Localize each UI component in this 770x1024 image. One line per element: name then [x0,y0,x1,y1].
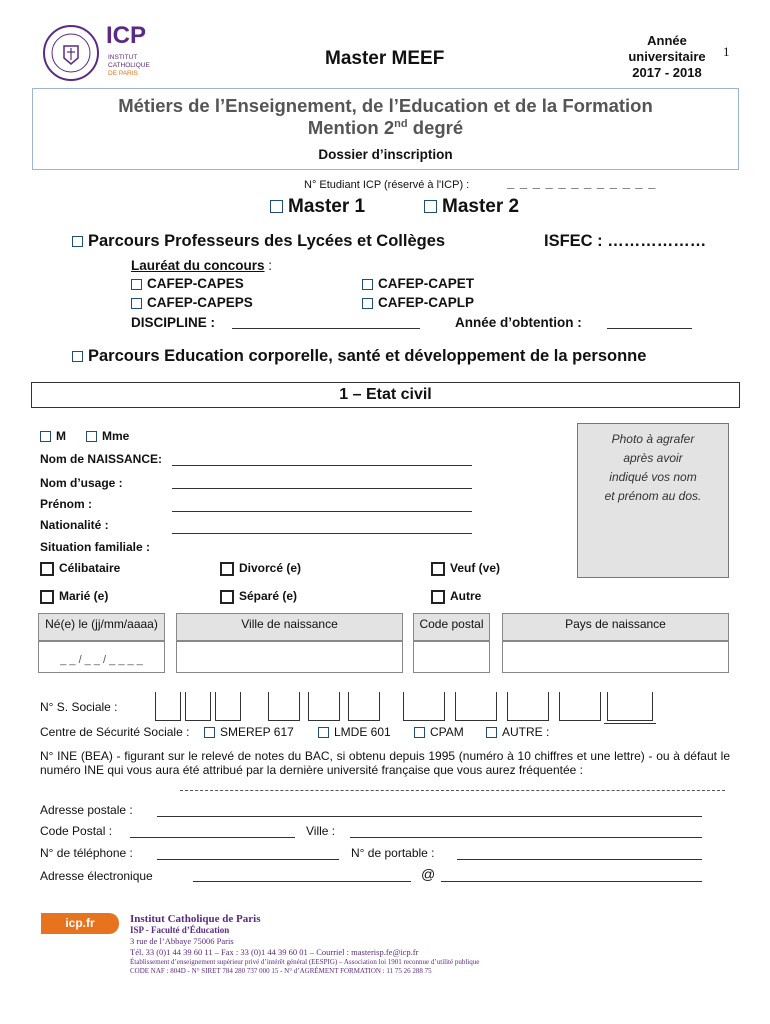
concours-colon: : [264,258,273,273]
separe-option[interactable] [220,589,297,604]
telephone-label: N° de téléphone : [40,846,133,860]
master-1-option[interactable] [270,196,365,218]
student-number-field[interactable]: _ _ _ _ _ _ _ _ _ _ _ _ [507,175,657,190]
ville-field[interactable] [350,837,702,838]
cafep-capes-option[interactable] [131,276,244,291]
secu-digit-box[interactable] [348,692,380,721]
secu-autre-field[interactable] [604,723,656,724]
celibataire-option[interactable] [40,561,120,576]
cpam-option[interactable] [414,725,464,739]
ville-label: Ville : [306,824,336,838]
birth-city-header: Ville de naissance [176,613,403,642]
page-title: Master MEEF [325,48,445,69]
nom-naissance-field[interactable] [172,465,472,466]
secu-digit-box[interactable] [507,692,549,721]
footer-badge [41,913,119,934]
separe-label: Séparé (e) [239,589,298,603]
nationalite-label: Nationalité : [40,518,109,532]
lmde-label: LMDE 601 [334,725,391,739]
birth-country-header: Pays de naissance [502,613,729,642]
parcours-lycees-checkbox[interactable] [72,236,83,247]
lmde-checkbox[interactable] [318,727,329,738]
footer-org: Institut Catholique de Paris [130,913,261,925]
portable-label: N° de portable : [351,846,435,860]
veuf-option[interactable] [431,561,500,576]
marie-checkbox[interactable] [40,590,54,604]
secu-digit-box[interactable] [155,692,181,721]
photo-line-2: après avoir [623,451,683,465]
birth-date-field[interactable] [38,640,165,673]
master-2-checkbox[interactable] [424,200,437,213]
year-line-2: universitaire [628,49,706,64]
photo-line-3: indiqué vos nom [609,470,697,484]
section-etat-civil: 1 – Etat civil [31,382,740,408]
celibataire-label: Célibataire [59,561,121,575]
birth-city-field[interactable] [176,640,403,673]
portable-field[interactable] [457,859,702,860]
mention-degree: degré [407,117,464,138]
veuf-checkbox[interactable] [431,562,445,576]
master-2-option[interactable] [424,196,519,218]
cafep-capes-checkbox[interactable] [131,279,142,290]
student-number-label: N° Etudiant ICP (réservé à l'ICP) : [304,179,470,191]
marie-option[interactable] [40,589,108,604]
academic-year [612,33,722,81]
master-1-checkbox[interactable] [270,200,283,213]
birth-country-field[interactable] [502,640,729,673]
year-line-3: 2017 - 2018 [632,65,702,80]
logo-brand: ICP [106,22,147,49]
ine-text: N° INE (BEA) - figurant sur le relevé de notes du BAC, si obtenu depuis 1995 (numéro à 10 chiffres et une lettre) - ou à défaut le numéro INE qui vous aura été attribué par la dernière université française que vous aurez fréquentée : [40,749,730,777]
celibataire-checkbox[interactable] [40,562,54,576]
cafep-caplp-label: CAFEP-CAPLP [378,295,475,310]
secu-autre-checkbox[interactable] [486,727,497,738]
cpam-label: CPAM [430,725,464,739]
concours-title [131,258,272,273]
cafep-caplp-option[interactable] [362,295,474,310]
nom-usage-field[interactable] [172,488,472,489]
civility-mme-checkbox[interactable] [86,431,97,442]
telephone-field[interactable] [157,859,339,860]
footer-legal-1: Établissement d’enseignement supérieur privé d’intérêt général (EESPIG) – Association loi 1901 reconnue d’utilité publique [130,958,480,966]
divorce-option[interactable] [220,561,301,576]
secu-autre-option[interactable] [486,725,549,739]
secu-digit-box[interactable] [403,692,445,721]
birth-postcode-field[interactable] [413,640,490,673]
footer-block [130,913,479,976]
divorce-label: Divorcé (e) [239,561,302,575]
year-line-1: Année [647,33,687,48]
veuf-label: Veuf (ve) [450,561,501,575]
annee-obtention-field[interactable] [607,328,692,329]
nationalite-field[interactable] [172,533,472,534]
civility-m-label: M [56,429,66,443]
secu-label: N° S. Sociale : [40,700,118,714]
secu-digit-box[interactable] [559,692,601,721]
code-postal-label: Code Postal : [40,824,113,838]
secu-key-box[interactable] [607,692,653,721]
nom-usage-label: Nom d’usage : [40,476,123,490]
page-number: 1 [723,44,730,59]
title-banner [32,88,739,170]
parcours-lycees-label: Parcours Professeurs des Lycées et Collèges [88,232,446,250]
parcours-education-checkbox[interactable] [72,351,83,362]
lmde-option[interactable] [318,725,391,739]
secu-autre-label: AUTRE : [502,725,550,739]
divorce-checkbox[interactable] [220,562,234,576]
birth-postcode-header: Code postal [413,613,490,642]
secu-digit-box[interactable] [185,692,211,721]
at-sign: @ [421,866,436,882]
prenom-label: Prénom : [40,497,93,511]
cafep-capet-checkbox[interactable] [362,279,373,290]
master-2-label: Master 2 [442,196,520,217]
cafep-capeps-checkbox[interactable] [131,298,142,309]
cafep-capet-label: CAFEP-CAPET [378,276,475,291]
banner-subtitle: Dossier d’inscription [318,147,453,162]
concours-title-text: Lauréat du concours [131,258,265,273]
secu-digit-box[interactable] [308,692,340,721]
logo-line3: DE PARIS [108,70,138,77]
secu-digit-box[interactable] [215,692,241,721]
cafep-capeps-label: CAFEP-CAPEPS [147,295,253,310]
discipline-field[interactable] [232,328,420,329]
secu-digit-box[interactable] [455,692,497,721]
photo-line-4: et prénom au dos. [604,489,702,503]
autre-checkbox[interactable] [431,590,445,604]
annee-obtention-label: Année d’obtention : [455,315,582,330]
footer-legal-2: CODE NAF : 804D - N° SIRET 784 280 737 000 15 - N° d’AGRÉMENT FORMATION : 11 75 26 288 75 [130,967,432,975]
civility-m-checkbox[interactable] [40,431,51,442]
seal-icon [42,24,100,82]
isfec-field[interactable]: ISFEC : ……………… [544,232,707,250]
icp-logo [42,24,172,84]
footer-badge-text: icp.fr [65,916,95,930]
marie-label: Marié (e) [59,589,109,603]
footer-address: 3 rue de l’Abbaye 75006 Paris [130,936,234,946]
birth-date-mask: _ _ / _ _ / _ _ _ _ [60,654,143,666]
photo-instructions [578,430,728,506]
parcours-lycees-option[interactable] [72,232,445,251]
prenom-field[interactable] [172,511,472,512]
photo-box [577,423,729,578]
secu-centre-label: Centre de Sécurité Sociale : [40,725,190,739]
situation-label: Situation familiale : [40,540,151,554]
email-label: Adresse électronique [40,869,153,883]
parcours-education-label: Parcours Education corporelle, santé et développement de la personne [88,347,647,365]
ine-field[interactable] [180,790,725,791]
mention-text: Mention 2 [307,117,395,138]
mention-sup: nd [394,117,408,130]
logo-line1: INSTITUT [108,54,138,61]
photo-line-1: Photo à agrafer [611,432,695,446]
smerep-checkbox[interactable] [204,727,215,738]
birth-date-header: Né(e) le (jj/mm/aaaa) [38,613,165,642]
cafep-capes-label: CAFEP-CAPES [147,276,244,291]
autre-label: Autre [450,589,482,603]
separe-checkbox[interactable] [220,590,234,604]
banner-line-1: Métiers de l’Enseignement, de l’Education et de la Formation [118,95,653,116]
code-postal-field[interactable] [130,837,295,838]
master-1-label: Master 1 [288,196,366,217]
secu-digit-box[interactable] [268,692,300,721]
discipline-label: DISCIPLINE : [131,315,216,330]
civility-mme-label: Mme [102,429,130,443]
email-user-field[interactable] [193,881,411,882]
cafep-capet-option[interactable] [362,276,474,291]
smerep-label: SMEREP 617 [220,725,294,739]
logo-line2: CATHOLIQUE [108,62,150,69]
footer-faculty: ISP - Faculté d’Éducation [130,925,230,935]
parcours-education-option[interactable] [72,347,646,366]
adresse-field[interactable] [157,816,702,817]
footer-tel: Tél. 33 (0)1 44 39 60 11 – Fax : 33 (0)1 44 39 60 01 – Courriel : masterisp.fe@icp.fr [130,947,419,957]
banner-mention [33,117,738,139]
adresse-label: Adresse postale : [40,803,133,817]
cafep-capeps-option[interactable] [131,295,253,310]
cpam-checkbox[interactable] [414,727,425,738]
autre-option[interactable] [431,589,481,604]
civility-mme-option[interactable] [86,429,129,443]
email-domain-field[interactable] [441,881,702,882]
smerep-option[interactable] [204,725,294,739]
cafep-caplp-checkbox[interactable] [362,298,373,309]
nom-naissance-label: Nom de NAISSANCE: [40,452,163,466]
civility-m-option[interactable] [40,429,66,443]
